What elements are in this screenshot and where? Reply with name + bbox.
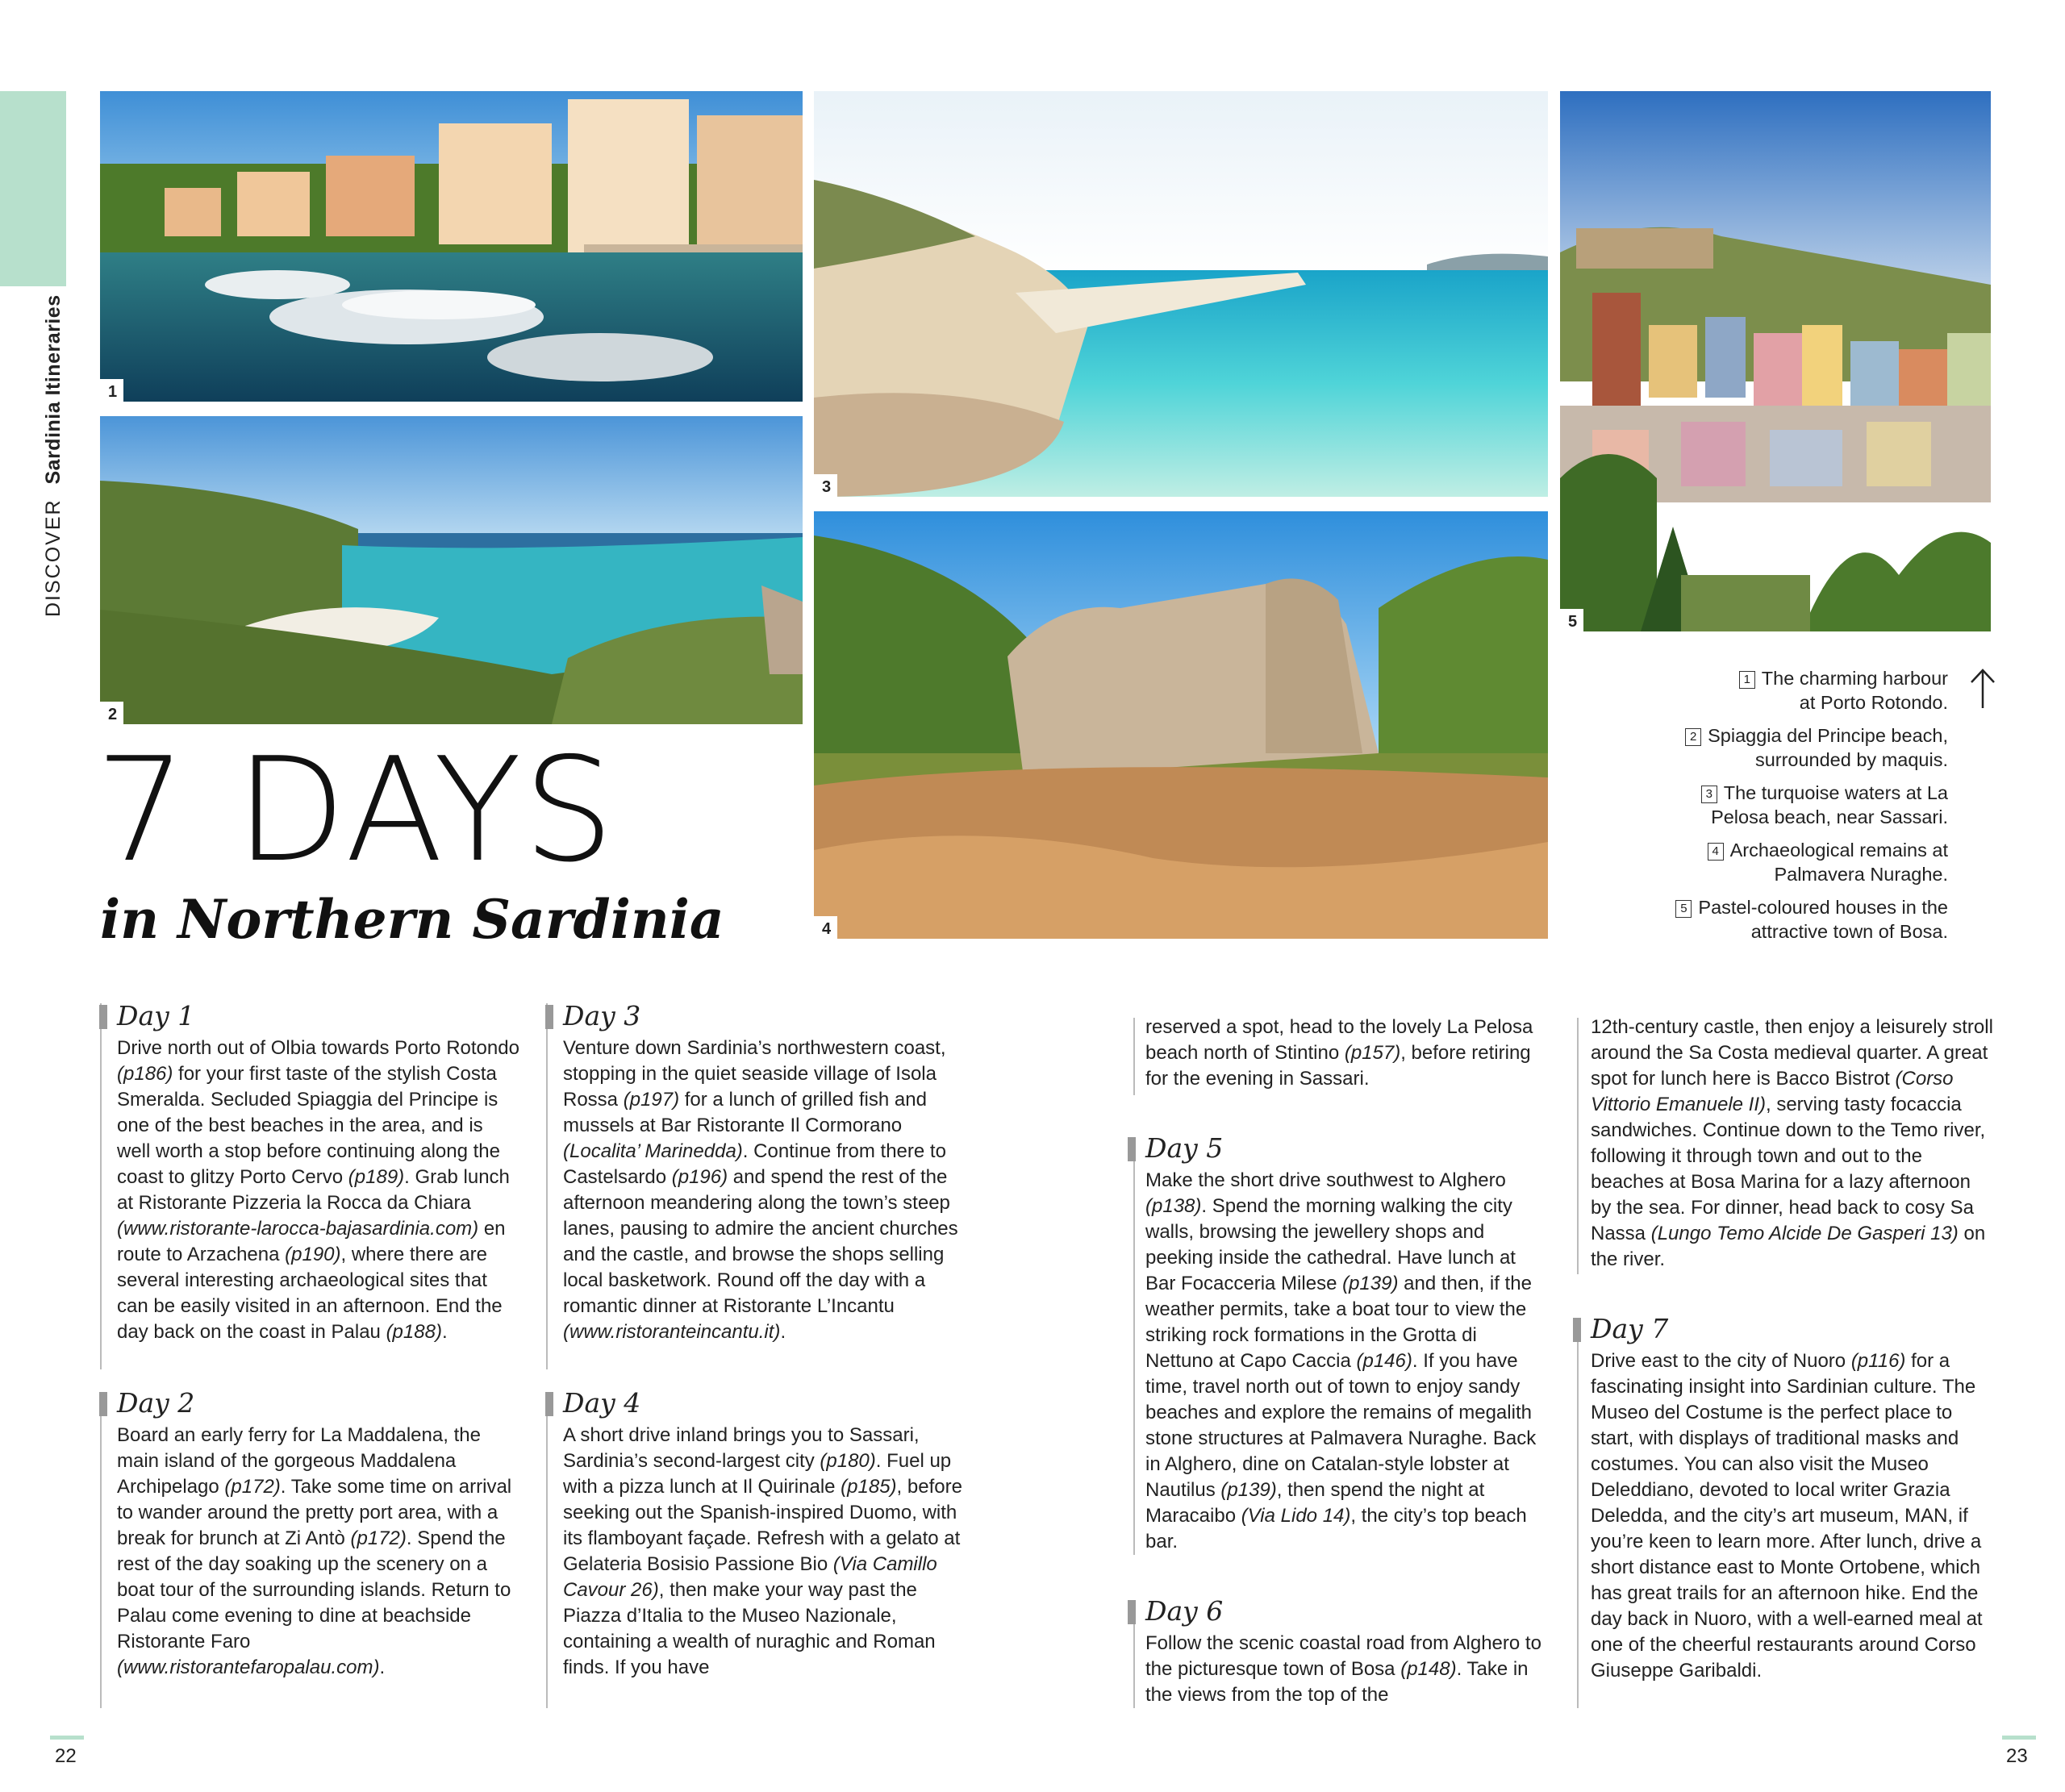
caption-5: 5 Pastel-coloured houses in the attractive town of Bosa. — [1675, 895, 1948, 944]
day-heading: Day 5 — [1145, 1132, 1549, 1165]
column-rule — [546, 1415, 548, 1708]
page-reference: (Lungo Temo Alcide De Gasperi 13) — [1650, 1223, 1959, 1244]
section-name: DISCOVER — [42, 498, 65, 617]
day-text: Venture down Sardinia’s northwestern coast, stopping in the quiet seaside village of Isola Rossa (p197) for a lunch of grilled fish and mussels at Bar Ristorante Il Cormorano (Localita’ Marinedda). Continue from there to Castelsardo (p196) and spend the rest of the afternoon meandering along the town’s steep lanes, pausing to admire the ancient churches and the castle, and browse the shops selling local basketwork. Round off the day with a romantic dinner at Ristorante L’Incantu (www.ristoranteincantu.it). — [563, 1037, 958, 1343]
page-subtitle: in Northern Sardinia — [100, 888, 724, 951]
arrow-up-icon — [1967, 668, 1999, 710]
day-text: Make the short drive southwest to Alghero (p138). Spend the morning walking the city walls, browsing the jewellery shops and peeking inside the cathedral. Have lunch at Bar Focacceria Milese (p139) and then, if the weather permits, take a boat tour to view the striking rock formations in the Grotta di Nettuno at Capo Caccia (p146). If you have time, travel north out of town to enjoy sandy beaches and explore the remains of megalith stone structures at Palmavera Nuraghe. Back in Alghero, dine on Catalan-style lobster at Nautilus (p139), then spend the night at Maracaibo (Via Lido 14), the city’s top beach bar. — [1145, 1169, 1537, 1552]
page-reference: (Via Camillo Cavour 26) — [563, 1553, 937, 1601]
page-reference: (p190) — [285, 1244, 341, 1265]
day-heading: Day 3 — [563, 1000, 966, 1032]
page-number-right: 23 — [2006, 1745, 2028, 1767]
page-reference: (p148) — [1400, 1658, 1457, 1680]
page-number-left: 22 — [55, 1745, 77, 1767]
column-4 — [1591, 1015, 1994, 1684]
photo-porto-rotondo — [100, 91, 803, 402]
page-number-rule — [50, 1736, 84, 1740]
photo-number: 3 — [814, 474, 837, 497]
section-label — [42, 294, 65, 617]
day-text: A short drive inland brings you to Sassari, Sardinia’s second-largest city (p180). Fuel up with a pizza lunch at Il Quirinale (p185), before seeking out the Spanish-inspired Duomo, with its flamboyant façade. Refresh with a gelato at Gelateria Bosisio Passione Bio (Via Camillo Cavour 26), then make your way past the Piazza d’Italia to the Museo Nazionale, containing a wealth of nuraghic and Roman finds. If you have — [563, 1424, 962, 1678]
day-text: Board an early ferry for La Maddalena, the main island of the gorgeous Maddalena Archipelago (p172). Take some time on arrival to wander around the pretty port area, with a break for brunch at Zi Antò (p172). Spend the rest of the day soaking up the scenery on a boat tour of the surrounding islands. Return to Palau come evening to dine at beachside Ristorante Faro (www.ristorantefaropalau.com). — [117, 1424, 512, 1678]
caption-number: 2 — [1685, 728, 1701, 746]
page-reference: (p188) — [386, 1321, 442, 1343]
page-reference: (Localita’ Marinedda) — [563, 1140, 743, 1162]
photo-spiaggia-principe — [100, 416, 803, 724]
column-rule — [1577, 1018, 1579, 1274]
column-rule — [1133, 1139, 1135, 1555]
page-title: 7 DAYS — [95, 727, 616, 894]
page-reference: (p186) — [117, 1063, 173, 1085]
day-text: 12th-century castle, then enjoy a leisurely stroll around the Sa Costa medieval quarter. A great spot for lunch here is Bacco Bistrot (Corso Vittorio Emanuele II), serving tasty focaccia sandwiches. Continue down to the Temo river, following it through town and out to the beaches at Bosa Marina for a lazy afternoon by the sea. For dinner, head back to cosy Sa Nassa (Lungo Temo Alcide De Gasperi 13) on the river. — [1591, 1016, 1993, 1270]
page-reference: (p180) — [820, 1450, 876, 1472]
page-reference: (p139) — [1220, 1479, 1277, 1501]
caption-4: 4 Archaeological remains at Palmavera Nuraghe. — [1708, 838, 1948, 886]
photo-number: 1 — [100, 379, 123, 402]
page-reference: (p172) — [224, 1476, 281, 1498]
page-reference: (www.ristorantefaropalau.com) — [117, 1657, 380, 1678]
page-number-rule — [2002, 1736, 2036, 1740]
caption-number: 5 — [1675, 900, 1692, 918]
caption-number: 1 — [1739, 671, 1755, 689]
page-reference: (p185) — [841, 1476, 897, 1498]
column-rule — [100, 1003, 102, 1369]
day-heading: Day 2 — [117, 1387, 520, 1419]
day-text: Drive north out of Olbia towards Porto Rotondo (p186) for your first taste of the stylish Costa Smeralda. Secluded Spiaggia del Principe is one of the best beaches in the area, and is well worth a stop before continuing along the coast to glitzy Porto Cervo (p189). Grab lunch at Ristorante Pizzeria la Rocca da Chiara (www.ristorante-larocca-bajasardinia.com) en route to Arzachena (p190), where there are several interesting archaeological sites that can be easily visited in an afternoon. End the day back on the coast in Palau (p188). — [117, 1037, 519, 1343]
page-reference: (p157) — [1344, 1042, 1401, 1064]
page-reference: (p146) — [1356, 1350, 1412, 1372]
column-rule — [1577, 1320, 1579, 1708]
page-reference: (p139) — [1342, 1273, 1399, 1294]
photo-palmavera-nuraghe — [814, 511, 1548, 939]
caption-3: 3 The turquoise waters at La Pelosa beach, near Sassari. — [1701, 781, 1948, 829]
photo-number: 5 — [1560, 609, 1583, 631]
caption-number: 4 — [1708, 843, 1724, 861]
photo-number: 2 — [100, 702, 123, 724]
column-rule — [100, 1415, 102, 1708]
page-reference: (p197) — [623, 1089, 680, 1111]
day-text: Drive east to the city of Nuoro (p116) for a fascinating insight into Sardinian culture. The Museo del Costume is the perfect place to start, with displays of traditional masks and costumes. You can also visit the Museo Deleddiano, devoted to local writer Grazia Deledda, and the city’s art museum, MAN, if you’re keen to learn more. After lunch, drive a short distance east to Monte Ortobene, which has great trails for an afternoon hike. End the day back in Nuoro, with a well-earned meal at one of the cheerful restaurants around Corso Giuseppe Garibaldi. — [1591, 1350, 1983, 1682]
photo-bosa — [1560, 91, 1991, 631]
page-reference: (p196) — [671, 1166, 728, 1188]
page-reference: (www.ristorante-larocca-bajasardinia.com) — [117, 1218, 479, 1240]
day-heading: Day 7 — [1591, 1313, 1994, 1345]
page-reference: (p138) — [1145, 1195, 1202, 1217]
caption-2: 2 Spiaggia del Principe beach, surrounded by maquis. — [1685, 723, 1948, 772]
page-reference: (Via Lido 14) — [1241, 1505, 1351, 1527]
column-2 — [563, 1000, 966, 1681]
day-heading: Day 1 — [117, 1000, 520, 1032]
page-reference: (p189) — [348, 1166, 405, 1188]
day-heading: Day 6 — [1145, 1595, 1549, 1627]
page-reference: (p116) — [1850, 1350, 1906, 1372]
page-reference: (www.ristoranteincantu.it) — [563, 1321, 781, 1343]
day-text: Follow the scenic coastal road from Alghero to the picturesque town of Bosa (p148). Take in the views from the top of the — [1145, 1632, 1541, 1706]
column-3 — [1145, 1015, 1549, 1708]
page-reference: (p172) — [350, 1527, 407, 1549]
section-tab — [0, 91, 66, 286]
chapter-name: Sardinia Itineraries — [42, 294, 65, 485]
caption-1: 1 The charming harbour at Porto Rotondo. — [1739, 666, 1948, 715]
photo-la-pelosa — [814, 91, 1548, 497]
day-text: reserved a spot, head to the lovely La Pelosa beach north of Stintino (p157), before retiring for the evening in Sassari. — [1145, 1016, 1533, 1090]
caption-number: 3 — [1701, 786, 1717, 803]
column-rule — [546, 1003, 548, 1369]
column-1 — [117, 1000, 520, 1681]
column-rule — [1133, 1018, 1135, 1095]
photo-number: 4 — [814, 916, 837, 939]
page-reference: (Corso Vittorio Emanuele II) — [1591, 1068, 1954, 1115]
day-heading: Day 4 — [563, 1387, 966, 1419]
